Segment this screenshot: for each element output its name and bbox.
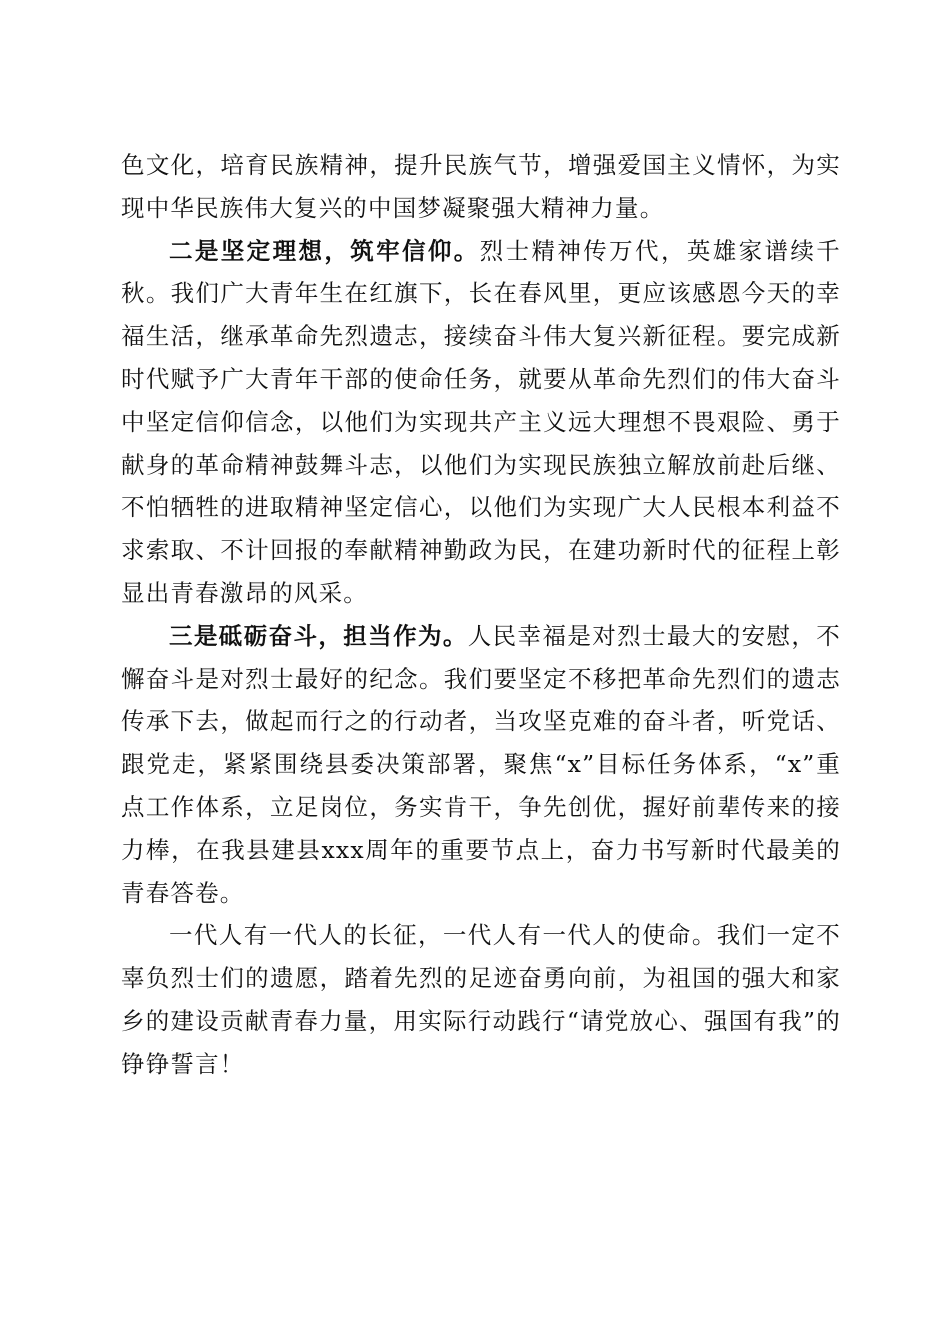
- document-body: [121, 144, 841, 1086]
- paragraph-conclusion: [121, 914, 841, 1085]
- paragraph-heading: 二是坚定理想，筑牢信仰。: [169, 236, 480, 265]
- paragraph-point-two: [121, 230, 841, 615]
- paragraph-continuation: [121, 144, 841, 230]
- paragraph-text: 色文化，培育民族精神，提升民族气节，增强爱国主义情怀，为实现中华民族伟大复兴的中国梦凝聚强大精神力量。: [121, 151, 841, 222]
- paragraph-point-three: [121, 615, 841, 915]
- paragraph-text: 一代人有一代人的长征，一代人有一代人的使命。我们一定不辜负烈士们的遗愿，踏着先烈的足迹奋勇向前，为祖国的强大和家乡的建设贡献青春力量，用实际行动践行“请党放心、强国有我”的铮铮誓言！: [121, 921, 841, 1078]
- paragraph-text: 烈士精神传万代，英雄家谱续千秋。我们广大青年生在红旗下，长在春风里，更应该感恩今天的幸福生活，继承革命先烈遗志，接续奋斗伟大复兴新征程。要完成新时代赋予广大青年干部的使命任务，就要从革命先烈们的伟大奋斗中坚定信仰信念，以他们为实现共产主义远大理想不畏艰险、勇于献身的革命精神鼓舞斗志，以他们为实现民族独立解放前赴后继、不怕牺牲的进取精神坚定信心，以他们为实现广大人民根本利益不求索取、不计回报的奉献精神勤政为民，在建功新时代的征程上彰显出青春激昂的风采。: [121, 236, 841, 607]
- paragraph-text: 人民幸福是对烈士最大的安慰，不懈奋斗是对烈士最好的纪念。我们要坚定不移把革命先烈们的遗志传承下去，做起而行之的行动者，当攻坚克难的奋斗者，听党话、跟党走，紧紧围绕县委决策部署，聚焦“x”目标任务体系，“x”重点工作体系，立足岗位，务实肯干，争先创优，握好前辈传来的接力棒，在我县建县xxx周年的重要节点上，奋力书写新时代最美的青春答卷。: [121, 621, 842, 907]
- paragraph-heading: 三是砥砺奋斗，担当作为。: [169, 621, 468, 650]
